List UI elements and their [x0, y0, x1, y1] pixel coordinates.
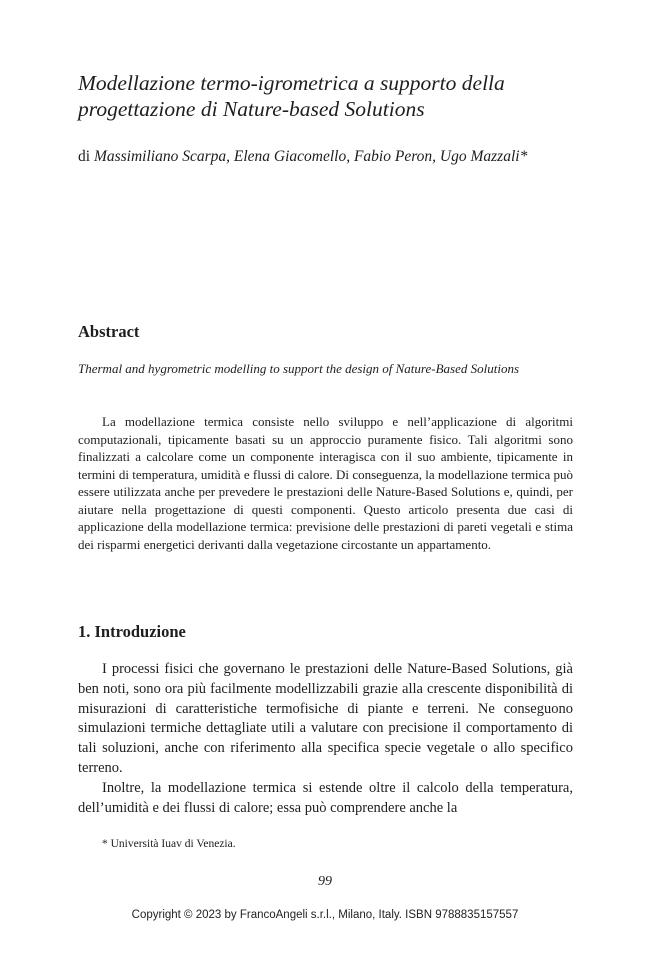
paragraph: I processi fisici che governano le prestazioni delle Nature-Based Solutions, già ben noti, sono ora più facilmente modellizzabili grazie alla crescente disponibilità di misurazioni di caratteristiche termofisiche di piante e terreni. Ne conseguono simulazioni termiche dettagliate utili a valutare con precisione il comportamento di tali soluzioni, anche con riferimento alla specifica specie vegetale o allo specifico terreno. — [78, 661, 573, 776]
paragraph: Inoltre, la modellazione termica si estende oltre il calcolo della temperatura, dell’umidità e dei flussi di calore; essa può comprendere anche la — [78, 779, 573, 816]
footnote: * Università Iuav di Venezia. — [102, 838, 236, 850]
section-body — [78, 660, 573, 818]
author-prefix: di — [78, 148, 91, 165]
author-names: Massimiliano Scarpa, Elena Giacomello, Fabio Peron, Ugo Mazzali* — [93, 148, 528, 165]
section-heading: 1. Introduzione — [78, 622, 186, 641]
author-line — [78, 146, 578, 168]
abstract-heading: Abstract — [78, 322, 140, 341]
paper-title: Modellazione termo-igrometrica a supporto della progettazione di Nature-based Solutions — [78, 71, 505, 121]
abstract-english-title: Thermal and hygrometric modelling to support the design of Nature-Based Solutions — [78, 361, 520, 376]
page-number: 99 — [318, 874, 332, 889]
copyright-notice: Copyright © 2023 by FrancoAngeli s.r.l., Milano, Italy. ISBN 9788835157557 — [131, 909, 519, 921]
abstract-body: La modellazione termica consiste nello sviluppo e nell’applicazione di algoritmi computazionali, tipicamente basati su un approccio puramente fisico. Tali algoritmi sono finalizzati a calcolare come un componente interagisca con il suo ambiente, tipicamente in termini di temperatura, umidità e flussi di calore. Di conseguenza, la modellazione termica può essere utilizzata anche per prevedere le prestazioni delle Nature-Based Solutions e, quindi, per aiutare nella progettazione di questi componenti. Questo articolo presenta due casi di applicazione della modellazione termica: previsione delle prestazioni di pareti vegetali e stima dei risparmi energetici derivanti dalla vegetazione circostante un appartamento. — [78, 414, 573, 552]
